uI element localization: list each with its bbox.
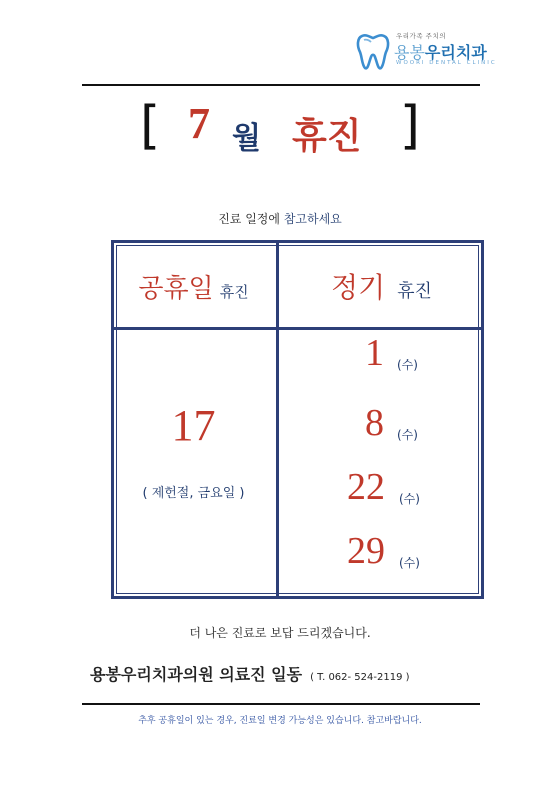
logo-tagline: 우리가족 주치의 bbox=[396, 32, 447, 40]
title-open-bracket: [ bbox=[140, 96, 161, 156]
title-label: 휴진 bbox=[292, 116, 362, 157]
subtitle bbox=[0, 210, 560, 227]
clinic-phone: ( T. 062- 524-2119 ) bbox=[310, 672, 410, 683]
title-month-unit: 월 bbox=[232, 121, 261, 156]
regular-day-number: 1 bbox=[365, 332, 384, 374]
holiday-header-big: 공휴일 bbox=[138, 274, 214, 304]
logo-english: WOORI DENTAL CLINIC bbox=[396, 60, 497, 66]
table-header-divider bbox=[111, 327, 484, 330]
logo-name-light: 용봉 bbox=[394, 43, 425, 62]
subtitle-normal: 진료 일정에 bbox=[218, 212, 284, 226]
clinic-signature bbox=[90, 662, 410, 685]
holiday-reason: ( 제헌절, 금요일 ) bbox=[142, 486, 245, 501]
regular-header bbox=[279, 266, 484, 306]
regular-day-weekday: (수) bbox=[399, 556, 420, 570]
footer-notice: 추후 공휴일이 있는 경우, 진료일 변경 가능성은 있습니다. 참고바랍니다. bbox=[138, 716, 422, 726]
regular-day-weekday: (수) bbox=[397, 358, 418, 372]
holiday-header-small: 휴진 bbox=[219, 283, 249, 301]
tooth-icon bbox=[356, 32, 390, 70]
subtitle-emphasis: 참고하세요 bbox=[283, 212, 342, 226]
bottom-divider bbox=[82, 703, 480, 705]
title-month: 7 bbox=[188, 99, 210, 148]
regular-header-small: 휴진 bbox=[397, 281, 432, 302]
regular-header-big: 정기 bbox=[331, 271, 386, 304]
regular-day-weekday: (수) bbox=[397, 428, 418, 442]
regular-day-number: 8 bbox=[365, 402, 384, 444]
regular-day-number: 29 bbox=[347, 530, 385, 572]
holiday-header bbox=[111, 268, 276, 305]
clinic-logo bbox=[356, 30, 497, 72]
regular-day-weekday: (수) bbox=[399, 492, 420, 506]
closing-message: 더 나은 진료로 보답 드리겠습니다. bbox=[189, 626, 371, 640]
clinic-name: 용봉우리치과의원 의료진 일동 bbox=[90, 665, 303, 684]
page-title bbox=[140, 96, 420, 162]
logo-name-bold: 우리치과 bbox=[424, 43, 487, 62]
regular-day-number: 22 bbox=[347, 466, 385, 508]
title-close-bracket: ] bbox=[399, 96, 420, 156]
top-divider bbox=[82, 84, 480, 86]
holiday-day: 17 bbox=[171, 401, 216, 450]
